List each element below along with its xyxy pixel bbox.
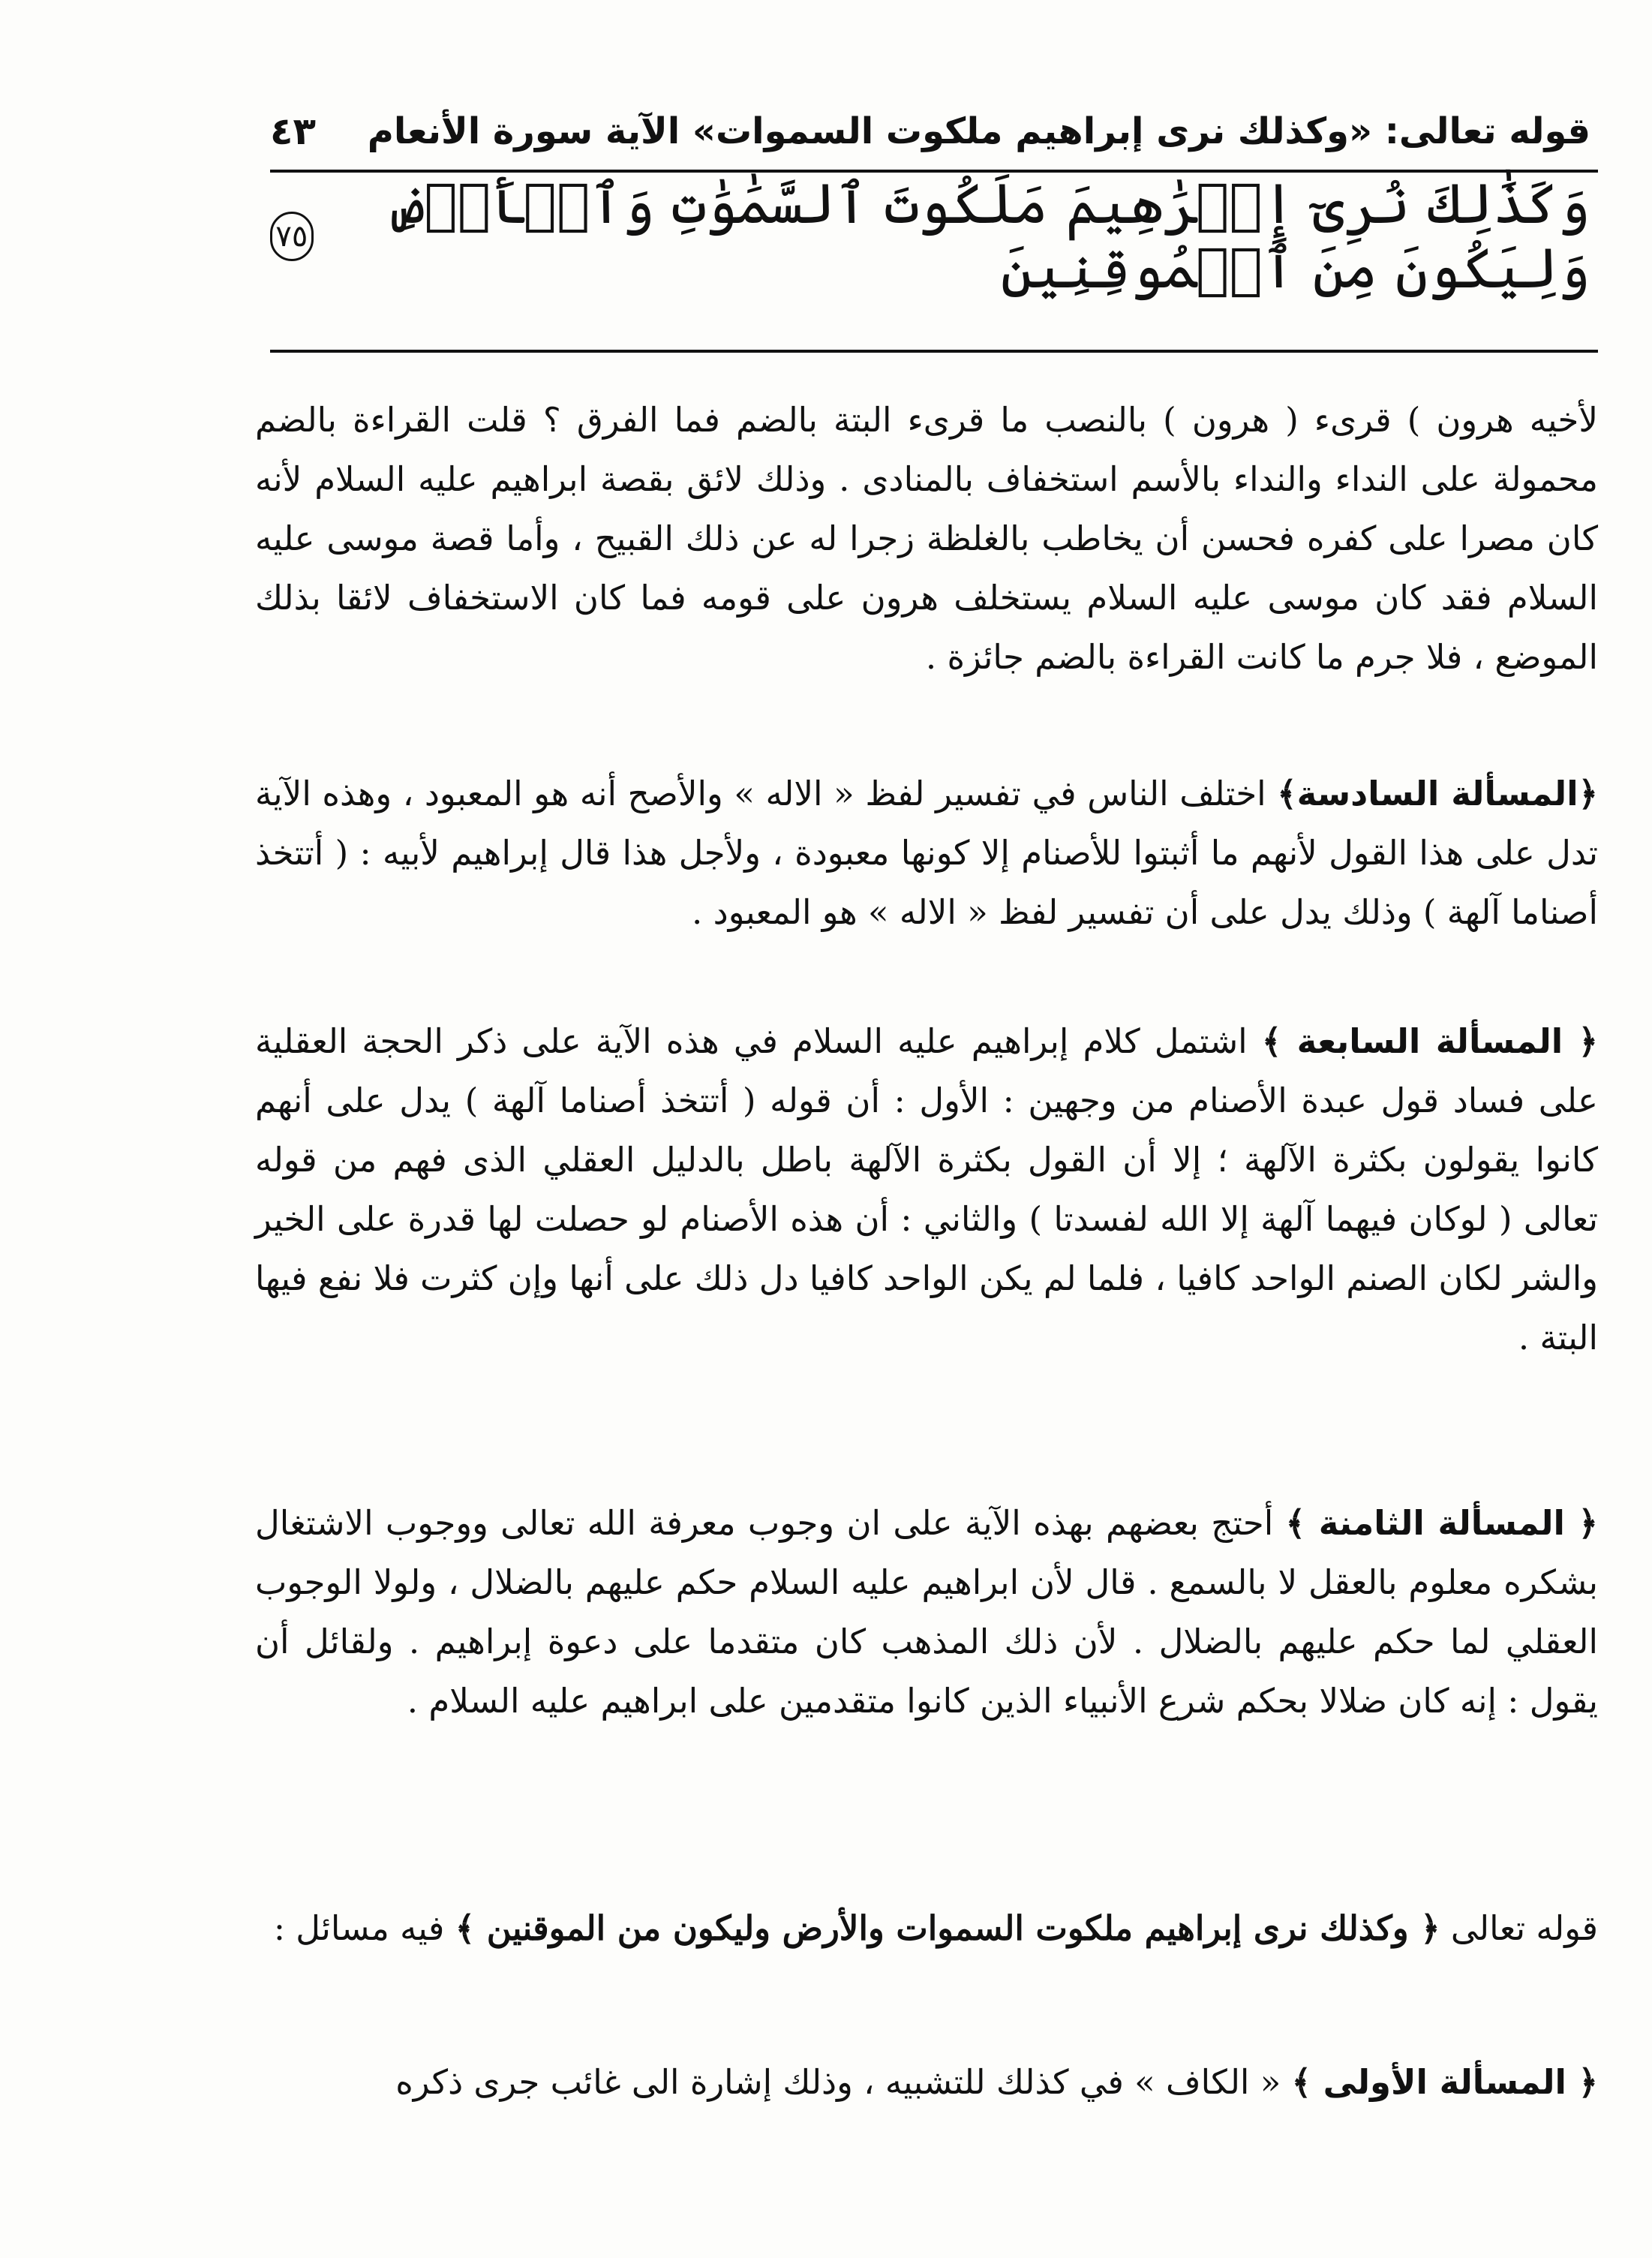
verse-quote: ﴿ وكذلك نرى إبراهيم ملكوت السموات والأرض وليكون من الموقنين ﴾ xyxy=(455,1908,1440,1948)
ayah-number-icon: ٧٥ xyxy=(270,212,314,261)
paragraph-text: اشتمل كلام إبراهيم عليه السلام في هذه الآية على ذكر الحجة العقلية على فساد قول عبدة الأصنام من وجهين : الأول : أن قوله ( أتتخذ أصناما آلهة ) يدل على أنهم كانوا يقولون بكثرة الآلهة ؛ إلا أن القول بكثرة الآلهة باطل بالدليل العقلي الذى فهم من قوله تعالى ( لوكان فيهما آلهة إلا الله لفسدتا ) والثاني : أن هذه الأصنام لو حصلت لها قدرة على الخير والشر لكان الصنم الواحد كافيا ، فلما لم يكن الواحد كافيا دل ذلك على أنها وإن كثرت فلا نفع فيها البتة . xyxy=(255,1021,1598,1358)
paragraph-text: لأخيه هرون ) قرىء ( هرون ) بالنصب ما قرىء البتة بالضم فما الفرق ؟ قلت القراءة بالضم محمولة على النداء والنداء بالأسم استخفاف بالمنادى . وذلك لائق بقصة ابراهيم عليه السلام لأنه كان مصرا على كفره فحسن أن يخاطب بالغلظة زجرا له عن ذلك القبيح ، وأما قصة موسى عليه السلام فقد كان موسى عليه السلام يستخلف هرون على قومه فما كان الاستخفاف لائقا بذلك الموضع ، فلا جرم ما كانت القراءة بالضم جائزة . xyxy=(255,400,1598,677)
running-head-title: قوله تعالى: «وكذلك نرى إبراهيم ملكوت السموات» الآية سورة الأنعام xyxy=(367,110,1590,152)
paragraph-text: فيه مسائل : xyxy=(273,1908,455,1948)
section-heading: ﴿ المسألة الأولى ﴾ xyxy=(1291,2062,1598,2102)
quran-verse xyxy=(270,172,1590,301)
paragraph-3 xyxy=(255,1012,1598,1367)
verse-rule xyxy=(270,350,1598,353)
paragraph-text: قوله تعالى xyxy=(1440,1908,1598,1948)
paragraph-5 xyxy=(255,1899,1598,1958)
paragraph-2 xyxy=(255,764,1598,942)
paragraph-text: « الكاف » في كذلك للتشبيه ، وذلك إشارة الى غائب جرى ذكره xyxy=(395,2062,1292,2102)
section-heading: ﴿ المسألة السابعة ﴾ xyxy=(1261,1021,1598,1061)
section-heading: ﴿المسألة السادسة﴾ xyxy=(1277,774,1598,813)
paragraph-4 xyxy=(255,1493,1598,1730)
running-head xyxy=(270,98,1590,165)
paragraph-6 xyxy=(255,2052,1598,2112)
section-heading: ﴿ المسألة الثامنة ﴾ xyxy=(1285,1503,1598,1543)
verse-text: وَكَذَٰلِكَ نُرِىٓ إِبۡرَٰهِيمَ مَلَكُوتَ ٱلسَّمَٰوَٰتِ وَٱلۡأَرۡضِ وَلِيَكُونَ مِنَ ٱلۡمُوقِنِينَ xyxy=(391,172,1590,301)
paragraph-text: اختلف الناس في تفسير لفظ « الاله » والأصح أنه هو المعبود ، وهذه الآية تدل على هذا القول لأنهم ما أثبتوا للأصنام إلا كونها معبودة ، ولأجل هذا قال إبراهيم لأبيه : ( أتتخذ أصناما آلهة ) وذلك يدل على أن تفسير لفظ « الاله » هو المعبود . xyxy=(255,774,1598,932)
paragraph-1 xyxy=(255,390,1598,687)
paragraph-text: أحتج بعضهم بهذه الآية على ان وجوب معرفة الله تعالى ووجوب الاشتغال بشكره معلوم بالعقل لا بالسمع . قال لأن ابراهيم عليه السلام حكم عليهم بالضلال ، ولولا الوجوب العقلي لما حكم عليهم بالضلال . لأن ذلك المذهب كان متقدما على دعوة إبراهيم . ولقائل أن يقول : إنه كان ضلالا بحكم شرع الأنبياء الذين كانوا متقدمين على ابراهيم عليه السلام . xyxy=(255,1503,1598,1721)
page-number: ٤٣ xyxy=(270,110,317,153)
